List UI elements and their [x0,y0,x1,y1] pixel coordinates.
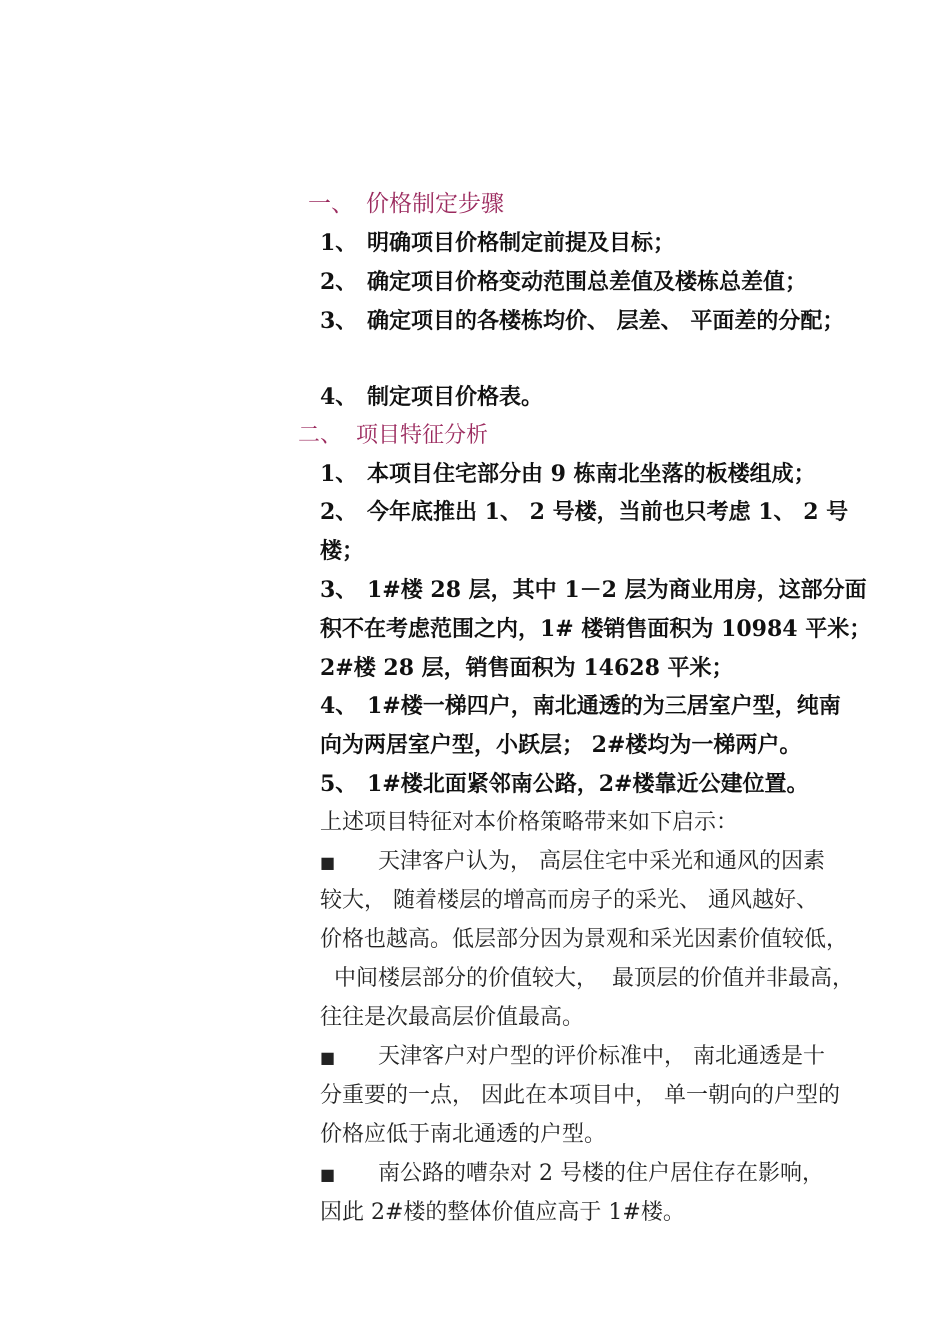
feature-item-text: 1#楼北面紧邻南公路，2#楼靠近公建位置。 [367,771,809,797]
feature-item-number: 2、 [320,499,358,525]
bullet-1-line-2: 较大， 随着楼层的增高而房子的采光、 通风越好、 [320,888,818,913]
step-item-text: 制定项目价格表。 [367,384,544,410]
feature-item-text: 本项目住宅部分由 9 栋南北坐落的板楼组成； [367,461,816,487]
section-2-heading-text: 项目特征分析 [356,423,489,448]
bullet-1-line-1 [320,851,825,873]
step-item-number: 3、 [320,308,358,334]
feature-item-3-line-3: 2#楼 28 层，销售面积为 14628 平米； [320,655,734,681]
step-item-number: 1、 [320,230,358,256]
step-item-4 [320,386,543,408]
bullet-1-line-5: 往往是次最高层价值最高。 [320,1005,585,1030]
feature-item-number: 5、 [320,771,358,797]
bullet-1-line-4: 中间楼层部分的价值较大， 最顶层的价值并非最高， [320,966,854,991]
feature-item-3-line-1 [320,579,867,601]
bullet-2-line-3: 价格应低于南北通透的户型。 [320,1122,607,1147]
bullet-2-line-1 [320,1046,825,1068]
feature-item-number: 3、 [320,577,358,603]
feature-item-number: 1、 [320,461,358,487]
feature-item-4-line-2: 向为两居室户型，小跃层； 2#楼均为一梯两户。 [320,732,802,758]
bullet-text: 天津客户认为， 高层住宅中采光和通风的因素 [378,849,825,874]
bullet-2-line-2: 分重要的一点， 因此在本项目中， 单一朝向的户型的 [320,1083,840,1108]
step-item-1 [320,232,675,254]
feature-item-5 [320,773,808,795]
feature-item-text: 今年底推出 1、 2 号楼，当前也只考虑 1、 2 号 [367,499,849,525]
step-item-text: 确定项目价格变动范围总差值及楼栋总差值； [367,269,808,295]
feature-item-2-line-1 [320,501,848,523]
bullet-square-icon: ■ [320,853,336,872]
step-item-text: 确定项目的各楼栋均价、 层差、 平面差的分配； [367,308,845,334]
section-1-heading-number: 一、 [308,191,354,217]
step-item-3 [320,310,844,332]
bullet-text: 天津客户对户型的评价标准中， 南北通透是十 [378,1044,825,1069]
bullet-text: 南公路的嘈杂对 2 号楼的住户居住存在影响， [378,1161,824,1186]
feature-item-1 [320,463,816,485]
bullet-square-icon: ■ [320,1165,336,1184]
bullet-1-line-3: 价格也越高。低层部分因为景观和采光因素价值较低， [320,927,849,952]
feature-item-text: 1#楼 28 层，其中 1－2 层为商业用房，这部分面 [367,577,867,603]
feature-item-2-line-2: 楼； [320,538,365,564]
section-1-heading [308,193,504,216]
step-item-text: 明确项目价格制定前提及目标； [367,230,676,256]
feature-item-number: 4、 [320,693,358,719]
step-item-2 [320,271,807,293]
section-2-heading-number: 二、 [298,423,343,448]
implications-intro: 上述项目特征对本价格策略带来如下启示： [320,810,739,835]
step-item-number: 2、 [320,269,358,295]
step-item-number: 4、 [320,384,358,410]
feature-item-3-line-2: 积不在考虑范围之内，1# 楼销售面积为 10984 平米； [320,616,872,642]
bullet-square-icon: ■ [320,1048,336,1067]
feature-item-text: 1#楼一梯四户，南北通透的为三居室户型，纯南 [367,693,841,719]
bullet-3-line-1 [320,1163,824,1185]
feature-item-4-line-1 [320,695,841,717]
bullet-3-line-2: 因此 2#楼的整体价值应高于 1#楼。 [320,1200,685,1225]
section-2-heading [298,425,488,447]
section-1-heading-text: 价格制定步骤 [366,191,504,217]
